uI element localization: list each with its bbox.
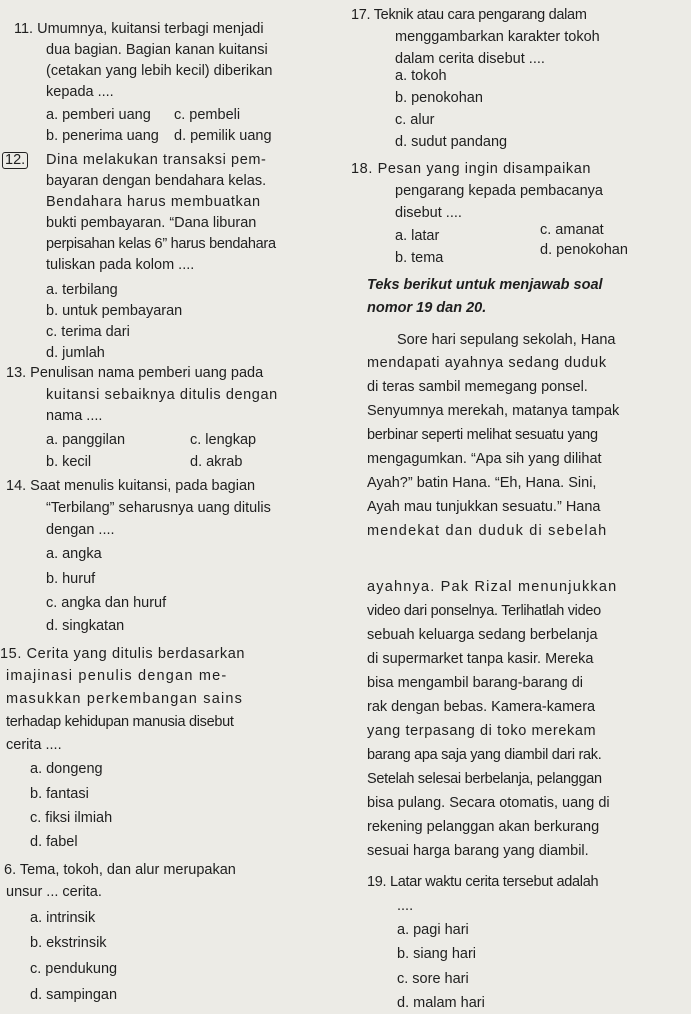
q12-line-2: bayaran dengan bendahara kelas. [46, 173, 267, 189]
q18-line-3: disebut .... [395, 205, 462, 221]
q13-option-d[interactable]: d. akrab [190, 454, 243, 470]
q16-line-1: 6. Tema, tokoh, dan alur merupakan [4, 862, 236, 878]
q19-option-c[interactable]: c. sore hari [397, 971, 469, 987]
passage-line-13: di supermarket tanpa kasir. Mereka [367, 651, 594, 667]
q12-option-d[interactable]: d. jumlah [46, 345, 105, 361]
passage-line-11: video dari ponselnya. Terlihatlah video [367, 603, 601, 619]
q15-line-1: 15. Cerita yang ditulis berdasarkan [0, 646, 246, 662]
left-column [0, 0, 345, 1014]
q16-option-c[interactable]: c. pendukung [30, 961, 118, 977]
passage-line-1: Sore hari sepulang sekolah, Hana [397, 332, 616, 348]
passage-line-21: sesuai harga barang yang diambil. [367, 843, 589, 859]
q15-option-c[interactable]: c. fiksi ilmiah [30, 810, 113, 826]
passage-line-18: Setelah selesai berbelanja, pelanggan [367, 771, 602, 787]
q11-option-a[interactable]: a. pemberi uang [46, 107, 151, 123]
q11-option-c[interactable]: c. pembeli [174, 107, 241, 123]
passage-line-20: rekening pelanggan akan berkurang [367, 819, 600, 835]
q13-option-b[interactable]: b. kecil [46, 454, 92, 470]
q14-option-c[interactable]: c. angka dan huruf [46, 595, 167, 611]
q15-option-d[interactable]: d. fabel [30, 834, 78, 850]
passage-line-7: Ayah?” batin Hana. “Eh, Hana. Sini, [367, 475, 597, 491]
q13-line-1: 13. Penulisan nama pemberi uang pada [6, 365, 264, 381]
q12-line-6: tuliskan pada kolom .... [46, 257, 195, 273]
q14-option-d[interactable]: d. singkatan [46, 618, 125, 634]
q15-line-2: imajinasi penulis dengan me- [6, 668, 228, 684]
q11-line-2: dua bagian. Bagian kanan kuitansi [46, 42, 268, 58]
q16-option-a[interactable]: a. intrinsik [30, 910, 96, 926]
q16-option-b[interactable]: b. ekstrinsik [30, 935, 107, 951]
passage-line-6: mengagumkan. “Apa sih yang dilihat [367, 451, 602, 467]
right-column [345, 0, 691, 1014]
passage-line-10: ayahnya. Pak Rizal menunjukkan [367, 579, 618, 595]
q12-line-3: Bendahara harus membuatkan [46, 194, 261, 210]
q19-line-1: 19. Latar waktu cerita tersebut adalah [367, 874, 599, 890]
q17-line-1: 17. Teknik atau cara pengarang dalam [351, 7, 587, 23]
passage-heading-line-2: nomor 19 dan 20. [367, 300, 487, 316]
passage-line-9: mendekat dan duduk di sebelah [367, 523, 608, 539]
passage-line-4: Senyumnya merekah, matanya tampak [367, 403, 620, 419]
q14-option-b[interactable]: b. huruf [46, 571, 96, 587]
q11-line-4: kepada .... [46, 84, 114, 100]
q14-option-a[interactable]: a. angka [46, 546, 102, 562]
q14-line-3: dengan .... [46, 522, 115, 538]
passage-line-8: Ayah mau tunjukkan sesuatu.” Hana [367, 499, 601, 515]
q18-line-1: 18. Pesan yang ingin disampaikan [351, 161, 592, 177]
q15-option-b[interactable]: b. fantasi [30, 786, 89, 802]
q11-line-3: (cetakan yang lebih kecil) diberikan [46, 63, 273, 79]
q12-line-4: bukti pembayaran. “Dana liburan [46, 215, 257, 231]
q15-option-a[interactable]: a. dongeng [30, 761, 103, 777]
q11-option-d[interactable]: d. pemilik uang [174, 128, 272, 144]
passage-line-3: di teras sambil memegang ponsel. [367, 379, 588, 395]
passage-heading-line-1: Teks berikut untuk menjawab soal [367, 277, 603, 293]
q19-line-2: .... [397, 898, 414, 914]
q17-option-a[interactable]: a. tokoh [395, 68, 447, 84]
q19-option-b[interactable]: b. siang hari [397, 946, 476, 962]
q13-option-c[interactable]: c. lengkap [190, 432, 257, 448]
passage-line-12: sebuah keluarga sedang berbelanja [367, 627, 598, 643]
q17-option-b[interactable]: b. penokohan [395, 90, 483, 106]
q16-line-2: unsur ... cerita. [6, 884, 102, 900]
q13-option-a[interactable]: a. panggilan [46, 432, 126, 448]
q18-option-b[interactable]: b. tema [395, 250, 444, 266]
passage-line-14: bisa mengambil barang-barang di [367, 675, 584, 691]
q11-line-1: 11. Umumnya, kuitansi terbagi menjadi [14, 21, 264, 37]
q13-line-3: nama .... [46, 408, 103, 424]
q12-number [2, 151, 28, 169]
q12-option-b[interactable]: b. untuk pembayaran [46, 303, 183, 319]
q19-option-d[interactable]: d. malam hari [397, 995, 485, 1011]
q17-option-c[interactable]: c. alur [395, 112, 435, 128]
q18-option-a[interactable]: a. latar [395, 228, 440, 244]
q17-line-2: menggambarkan karakter tokoh [395, 29, 600, 45]
passage-line-16: yang terpasang di toko merekam [367, 723, 597, 739]
q17-line-3: dalam cerita disebut .... [395, 51, 545, 67]
q13-line-2: kuitansi sebaiknya ditulis dengan [46, 387, 278, 403]
q18-option-c[interactable]: c. amanat [540, 222, 604, 238]
q12-line-1: Dina melakukan transaksi pem- [46, 152, 267, 168]
passage-line-19: bisa pulang. Secara otomatis, uang di [367, 795, 610, 811]
q12-number-box: 12. [2, 152, 28, 169]
passage-line-2: mendapati ayahnya sedang duduk [367, 355, 607, 371]
q12-line-5: perpisahan kelas 6” harus bendahara [46, 236, 276, 252]
q15-line-3: masukkan perkembangan sains [6, 691, 244, 707]
q14-line-2: “Terbilang” seharusnya uang ditulis [46, 500, 271, 516]
q19-option-a[interactable]: a. pagi hari [397, 922, 469, 938]
q14-line-1: 14. Saat menulis kuitansi, pada bagian [6, 478, 256, 494]
passage-line-15: rak dengan bebas. Kamera-kamera [367, 699, 596, 715]
passage-line-17: barang apa saja yang diambil dari rak. [367, 747, 602, 763]
q12-option-a[interactable]: a. terbilang [46, 282, 118, 298]
q16-option-d[interactable]: d. sampingan [30, 987, 118, 1003]
q15-line-5: cerita .... [6, 737, 62, 753]
q12-option-c[interactable]: c. terima dari [46, 324, 130, 340]
q18-option-d[interactable]: d. penokohan [540, 242, 628, 258]
q11-option-b[interactable]: b. penerima uang [46, 128, 159, 144]
passage-line-5: berbinar seperti melihat sesuatu yang [367, 427, 598, 443]
q18-line-2: pengarang kepada pembacanya [395, 183, 603, 199]
q17-option-d[interactable]: d. sudut pandang [395, 134, 508, 150]
q15-line-4: terhadap kehidupan manusia disebut [6, 714, 234, 730]
